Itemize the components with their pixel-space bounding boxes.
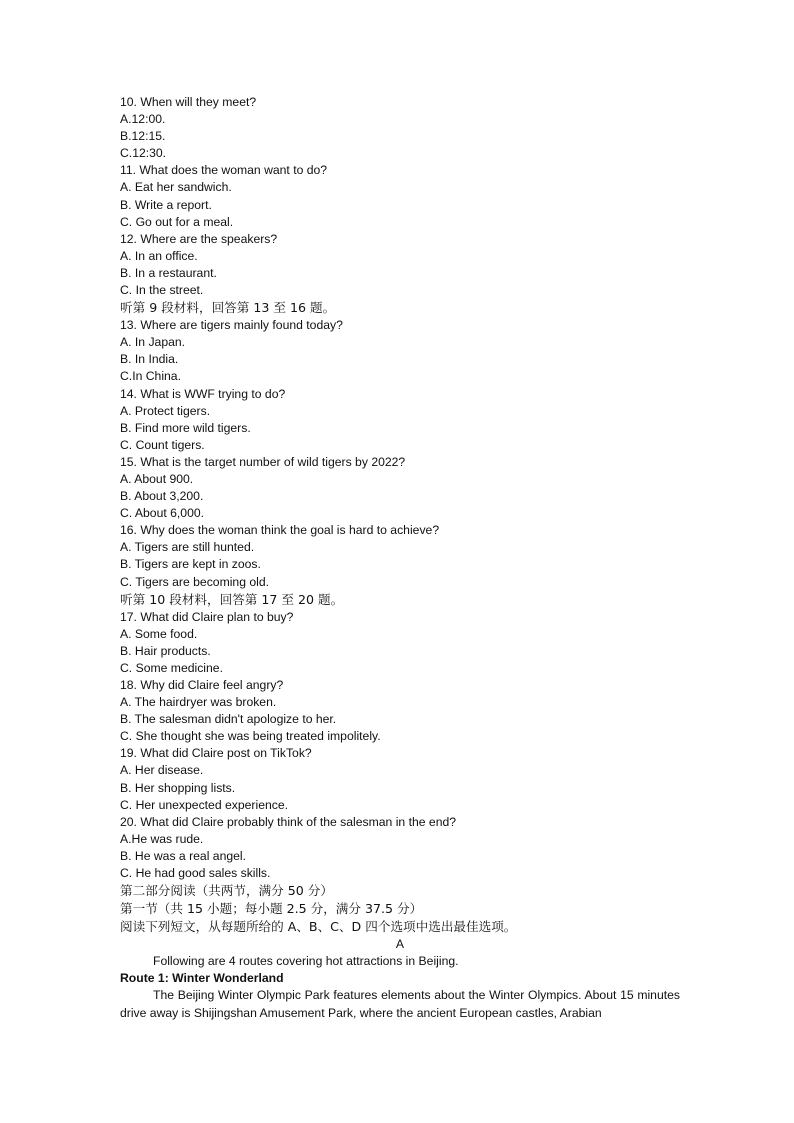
- option-14c: C. Count tigers.: [120, 437, 205, 452]
- option-10a: A.12:00.: [120, 112, 166, 127]
- question-15: 15. What is the target number of wild tigers by 2022?: [120, 454, 406, 469]
- section-instruction-9: 听第 9 段材料，回答第 13 至 16 题。: [120, 300, 336, 316]
- option-17a: A. Some food.: [120, 626, 198, 641]
- passage-label: A: [395, 937, 405, 952]
- option-13a: A. In Japan.: [120, 335, 186, 350]
- question-12: 12. Where are the speakers?: [120, 231, 278, 246]
- option-10b: B.12:15.: [120, 129, 166, 144]
- question-16: 16. Why does the woman think the goal is hard to achieve?: [120, 523, 440, 538]
- option-18a: A. The hairdryer was broken.: [120, 695, 277, 710]
- option-14a: A. Protect tigers.: [120, 403, 211, 418]
- option-17b: B. Hair products.: [120, 643, 211, 658]
- question-17: 17. What did Claire plan to buy?: [120, 609, 294, 624]
- section-instruction-10: 听第 10 段材料，回答第 17 至 20 题。: [120, 591, 344, 607]
- question-18: 18. Why did Claire feel angry?: [120, 678, 284, 692]
- option-20a: A.He was rude.: [120, 831, 204, 846]
- option-15a: A. About 900.: [120, 471, 194, 486]
- passage-intro: Following are 4 routes covering hot attractions in Beijing.: [153, 954, 459, 969]
- question-19: 19. What did Claire post on TikTok?: [120, 746, 312, 761]
- question-13: 13. Where are tigers mainly found today?: [120, 318, 343, 333]
- question-20: 20. What did Claire probably think of the salesman in the end?: [120, 814, 457, 829]
- reading-instruction: 阅读下列短文，从每题所给的 A、B、C、D 四个选项中选出最佳选项。: [120, 919, 517, 935]
- option-13c: C.In China.: [120, 369, 181, 384]
- option-19c: C. Her unexpected experience.: [120, 797, 289, 812]
- option-11c: C. Go out for a meal.: [120, 214, 234, 229]
- option-20b: B. He was a real angel.: [120, 848, 247, 863]
- option-10c: C.12:30.: [120, 146, 167, 161]
- option-16b: B. Tigers are kept in zoos.: [120, 557, 261, 572]
- option-12b: B. In a restaurant.: [120, 265, 217, 280]
- section-one-heading: 第一节（共 15 小题；每小题 2.5 分，满分 37.5 分）: [120, 901, 423, 917]
- option-19b: B. Her shopping lists.: [120, 780, 236, 795]
- option-14b: B. Find more wild tigers.: [120, 420, 251, 435]
- option-17c: C. Some medicine.: [120, 660, 223, 675]
- option-16a: A. Tigers are still hunted.: [120, 540, 255, 555]
- question-11: 11. What does the woman want to do?: [120, 163, 328, 178]
- option-15c: C. About 6,000.: [120, 506, 205, 521]
- option-11a: A. Eat her sandwich.: [120, 180, 232, 195]
- option-16c: C. Tigers are becoming old.: [120, 574, 270, 589]
- route-1-heading: Route 1: Winter Wonderland: [120, 971, 284, 986]
- part-two-heading: 第二部分阅读（共两节，满分 50 分）: [120, 883, 333, 899]
- question-14: 14. What is WWF trying to do?: [120, 386, 286, 401]
- option-18b: B. The salesman didn't apologize to her.: [120, 712, 337, 727]
- question-10: 10. When will they meet?: [120, 95, 257, 109]
- option-18c: C. She thought she was being treated impolitely.: [120, 729, 381, 744]
- option-12c: C. In the street.: [120, 283, 204, 298]
- option-19a: A. Her disease.: [120, 763, 204, 778]
- option-11b: B. Write a report.: [120, 197, 212, 212]
- document-page: [120, 94, 680, 1022]
- option-13b: B. In India.: [120, 352, 179, 367]
- option-15b: B. About 3,200.: [120, 489, 204, 504]
- route-1-paragraph: The Beijing Winter Olympic Park features elements about the Winter Olympics. About 15 minutes drive away is Shijingshan Amusement Park, where the ancient European castles, Arabian: [120, 988, 680, 1020]
- option-12a: A. In an office.: [120, 248, 198, 263]
- option-20c: C. He had good sales skills.: [120, 866, 271, 881]
